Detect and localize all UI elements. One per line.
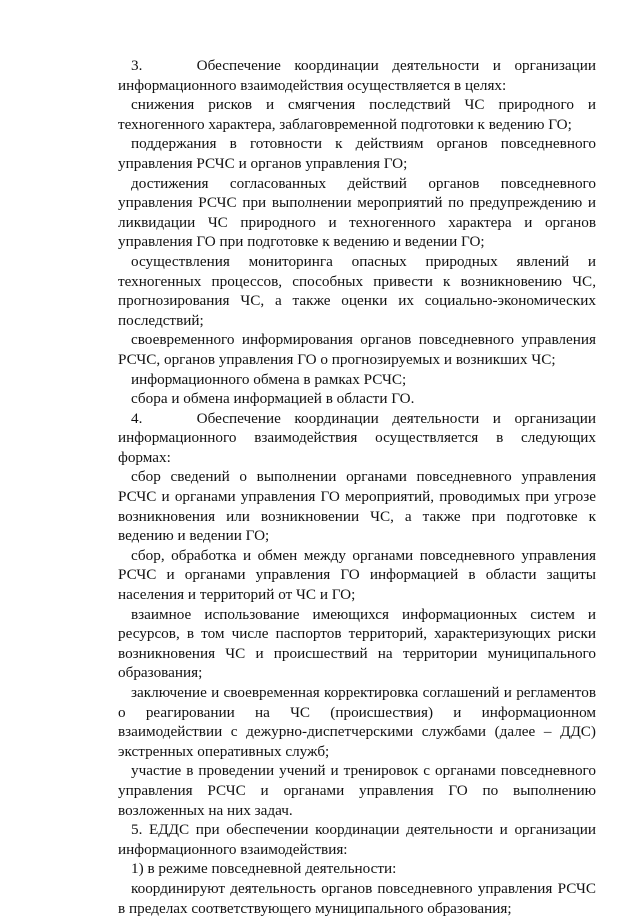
goal-informing: своевременного информирования органов повседневного управления РСЧС, органов управления ГО о прогнозируемых и возникших ЧС; [118, 331, 596, 368]
mode-daily: 1) в режиме повседневной деятельности: [131, 860, 397, 878]
form-mutual-use: взаимное использование имеющихся информационных систем и ресурсов, в том числе паспортов территорий, характеризующих риски возникновения ЧС и происшествий на территории муниципального образования; [118, 605, 596, 682]
paragraph-4-intro: 4. Обеспечение координации деятельности и организации информационного взаимодействия осуществляется в следующих формах: [118, 409, 596, 466]
goal-go-info: сбора и обмена информацией в области ГО. [131, 390, 415, 408]
form-exercises: участие в проведении учений и тренировок с органами повседневного управления РСЧС и органами управления ГО по выполнению возложенных на них задач. [118, 762, 596, 819]
mode-daily-coordination: координируют деятельность органов повседневного управления РСЧС в пределах соответствующего муниципального образования; [118, 879, 596, 917]
form-processing: сбор, обработка и обмен между органами повседневного управления РСЧС и органами управления ГО информацией в области защиты населения и территорий от ЧС и ГО; [118, 546, 596, 604]
document-page [118, 56, 596, 918]
form-agreements: заключение и своевременная корректировка соглашений и регламентов о реагировании на ЧС (происшествия) и информационном взаимодействии с дежурно-диспетчерскими службами (далее – ДДС) экстренных оперативных служб; [118, 684, 596, 760]
goal-coordinated-actions: достижения согласованных действий органов повседневного управления РСЧС при выполнении мероприятий по предупреждению и ликвидации ЧС природного и техногенного характера и органов управления ГО при подготовке к ведению и ведении ГО; [118, 174, 596, 251]
goal-readiness: поддержания в готовности к действиям органов повседневного управления РСЧС и органов управления ГО; [118, 135, 596, 172]
goal-risk-reduction: снижения рисков и смягчения последствий ЧС природного и техногенного характера, заблаговременной подготовки к ведению ГО; [118, 96, 596, 133]
goal-info-exchange: информационного обмена в рамках РСЧС; [131, 370, 407, 388]
paragraph-5-intro: 5. ЕДДС при обеспечении координации деятельности и организации информационного взаимодействия: [118, 821, 596, 858]
form-collection: сбор сведений о выполнении органами повседневного управления РСЧС и органами управления ГО мероприятий, проводимых при угрозе возникновения или возникновении ЧС, а также при подготовке к ведению и ведении ГО; [118, 468, 596, 545]
goal-monitoring: осуществления мониторинга опасных природных явлений и техногенных процессов, способных привести к возникновению ЧС, прогнозирования ЧС, а также оценки их социально-экономических последствий; [118, 252, 596, 329]
paragraph-3-intro: 3. Обеспечение координации деятельности и организации информационного взаимодействия осуществляется в целях: [118, 57, 596, 94]
